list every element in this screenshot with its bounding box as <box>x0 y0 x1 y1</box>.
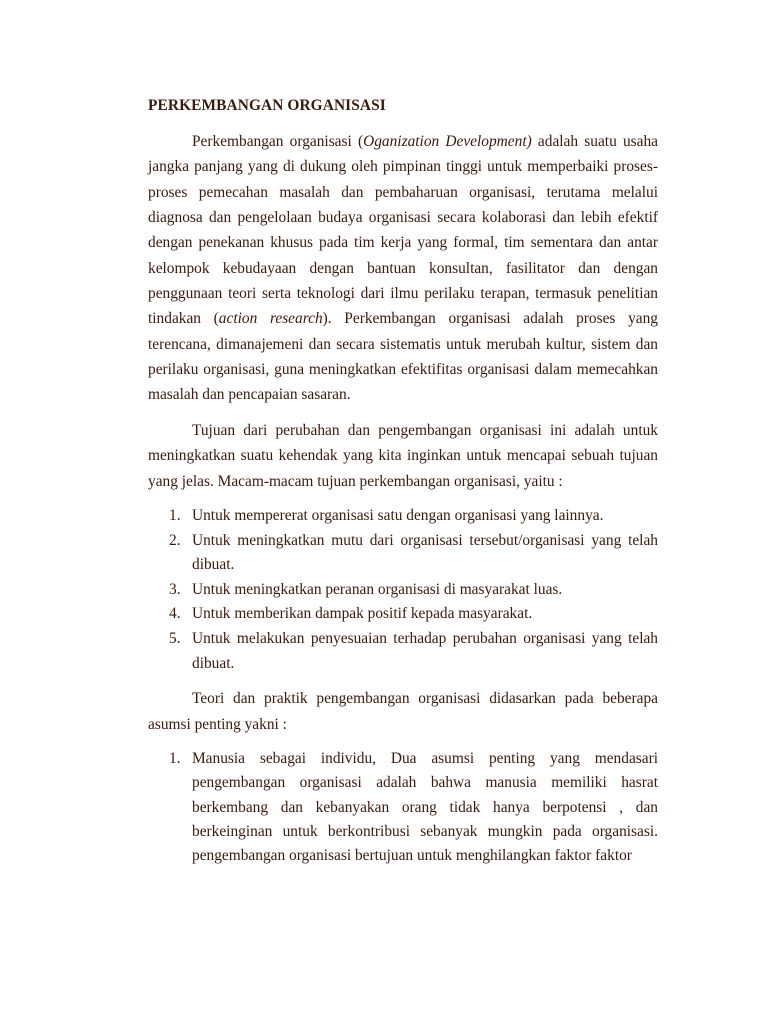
list-item <box>148 504 658 529</box>
paragraph-text: ). Perkembangan organisasi adalah proses yang terencana, dimanajemeni dan secara sistematis untuk merubah kultur, sistem dan perilaku organisasi, guna meningkatkan efektifitas organisasi dalam memecahkan masalah dan pencapaian sasaran. <box>148 310 658 404</box>
list-item <box>148 529 658 578</box>
list-item-text: Manusia sebagai individu, Dua asumsi penting yang mendasari pengembangan organisasi adalah bahwa manusia memiliki hasrat berkembang dan kebanyakan orang tidak hanya berpotensi , dan berkeinginan untuk berkontribusi sebanyak mungkin pada organisasi. pengembangan organisasi bertujuan untuk menghilangkan faktor faktor <box>192 749 658 865</box>
list-item-text: Untuk memberikan dampak positif kepada masyarakat. <box>192 605 533 623</box>
italic-term: action research <box>218 310 323 328</box>
list-number: 4. <box>169 605 181 623</box>
list-number: 2. <box>169 531 181 549</box>
list-item <box>148 747 658 868</box>
goals-list <box>148 504 658 676</box>
list-number: 5. <box>169 629 181 647</box>
paragraph-definition <box>148 129 658 408</box>
list-item-text: Untuk melakukan penyesuaian terhadap perubahan organisasi yang telah dibuat. <box>192 629 658 672</box>
italic-term: Oganization Development) <box>363 133 532 150</box>
page-title: PERKEMBANGAN ORGANISASI <box>148 97 386 114</box>
paragraph-text: adalah suatu usaha jangka panjang yang di dukung oleh pimpinan tinggi untuk memperbaiki proses-proses pemecahan masalah dan pembaharuan organisasi, terutama melalui diagnosa dan pengelolaan budaya organisasi secara kolaborasi dan lebih efektif dengan penekanan khusus pada tim kerja yang formal, tim sementara dan antar kelompok kebudayaan dengan bantuan konsultan, fasilitator dan dengan penggunaan teori serta teknologi dari ilmu perilaku terapan, termasuk penelitian tindakan ( <box>148 133 659 328</box>
list-number: 3. <box>169 580 181 598</box>
list-number: 1. <box>169 749 181 767</box>
paragraph-text: Perkembangan organisasi ( <box>192 133 364 150</box>
paragraph-assumptions-intro: Teori dan praktik pengembangan organisasi didasarkan pada beberapa asumsi penting yakni : <box>148 690 658 733</box>
paragraph-goals-intro: Tujuan dari perubahan dan pengembangan organisasi ini adalah untuk meningkatkan suatu kehendak yang kita inginkan untuk mencapai sebuah tujuan yang jelas. Macam-macam tujuan perkembangan organisasi, yaitu : <box>148 421 658 490</box>
list-item-text: Untuk meningkatkan mutu dari organisasi tersebut/organisasi yang telah dibuat. <box>192 531 658 574</box>
list-item <box>148 578 658 603</box>
list-number: 1. <box>169 507 181 524</box>
list-item <box>148 602 658 627</box>
assumptions-list <box>148 747 658 868</box>
list-item-text: Untuk mempererat organisasi satu dengan organisasi yang lainnya. <box>192 507 604 524</box>
list-item-text: Untuk meningkatkan peranan organisasi di masyarakat luas. <box>192 580 563 598</box>
list-item <box>148 627 658 676</box>
